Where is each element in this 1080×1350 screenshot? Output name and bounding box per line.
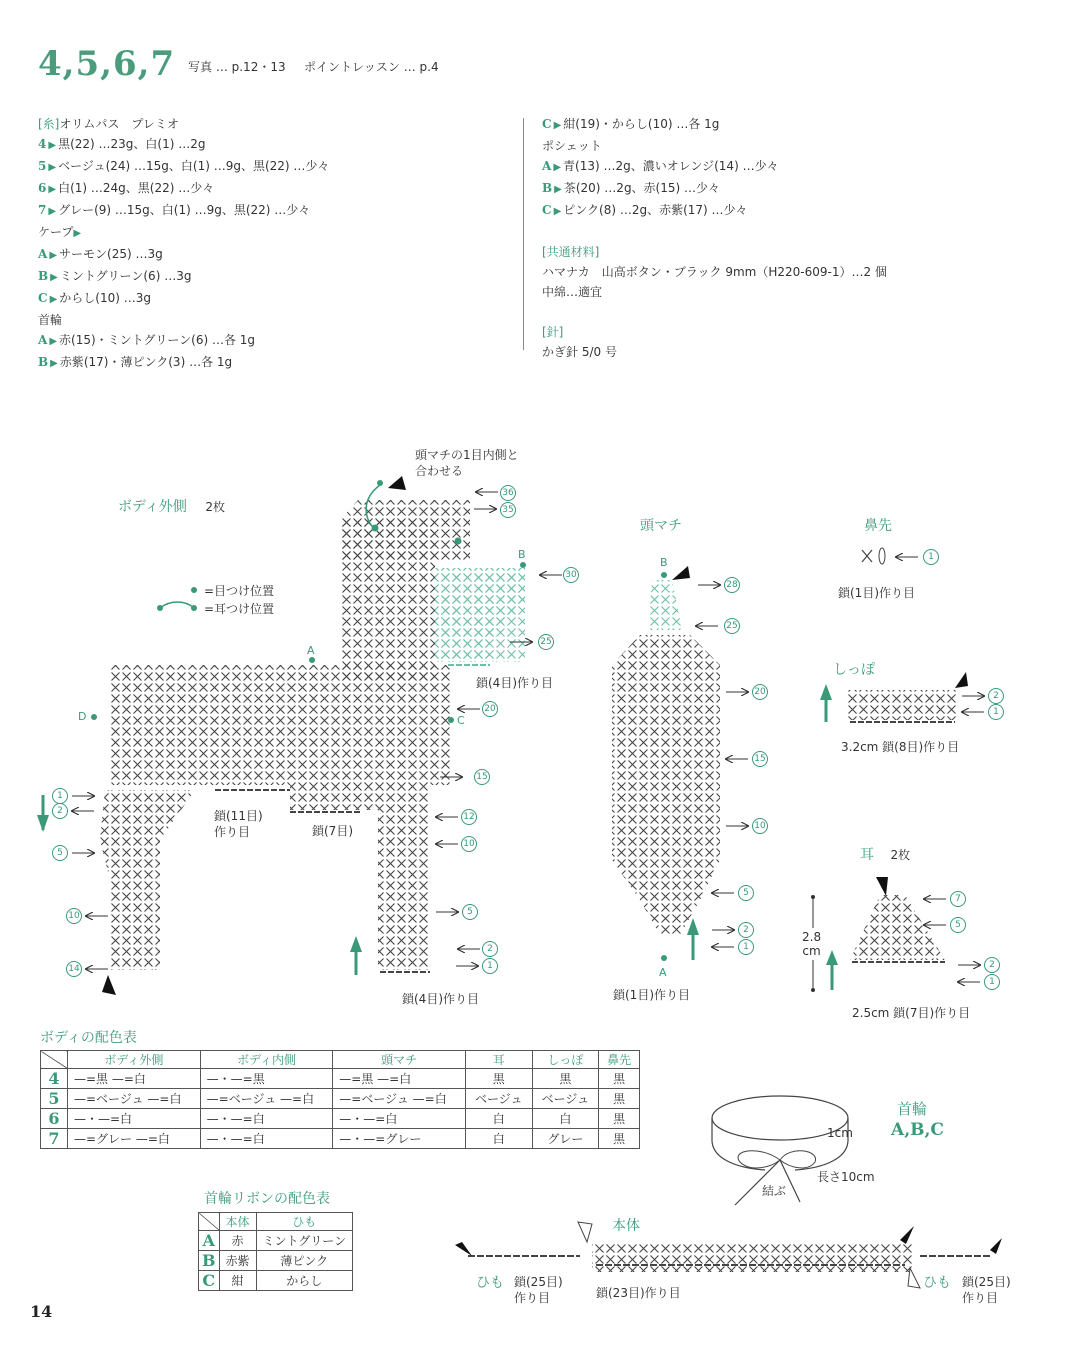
item-text: 青(13) …2g、濃いオレンジ(14) …少々 (563, 159, 779, 173)
triangle-icon: ▶ (49, 294, 58, 305)
collar-variants (891, 1120, 944, 1140)
item-text: ベージュ(24) …15g、白(1) …9g、黒(22) …少々 (58, 159, 330, 173)
row-number: 1 (482, 958, 498, 974)
row-number: 2 (482, 941, 498, 957)
table-cell: からし (256, 1271, 353, 1291)
table-header-row (41, 1051, 640, 1069)
table-cell: —=ベージュ —=白 (68, 1089, 201, 1109)
table-cell: 黒 (465, 1069, 532, 1089)
row-label-cell: B (199, 1251, 220, 1271)
body-color-table-title (40, 1027, 137, 1047)
row-number: 2 (988, 688, 1004, 704)
tail-title: しっぽ (833, 662, 875, 678)
body-outer-title-row (118, 496, 225, 516)
corner-cell (41, 1051, 68, 1069)
row-number: 14 (66, 961, 82, 977)
row-number: 28 (724, 577, 740, 593)
item-label: A (542, 159, 552, 173)
table-cell: 白 (465, 1109, 532, 1129)
item-text: 赤(15)・ミントグリーン(6) …各 1g (59, 333, 256, 347)
triangle-icon: ▶ (48, 140, 57, 151)
triangle-icon: ▶ (553, 206, 562, 217)
header-cell: ボディ内側 (200, 1051, 333, 1069)
row-number: 5 (52, 845, 68, 861)
row-number: 5 (950, 917, 966, 933)
tail-chain-label: 3.2cm 鎖(8目)作り目 (841, 740, 960, 754)
gusset-point-b: B (660, 556, 668, 569)
collar-width: 1cm (827, 1126, 853, 1140)
collar-body-text: 本体 (612, 1218, 640, 1234)
table-cell: —・—=グレー (333, 1129, 466, 1149)
row-number-cell: 4 (41, 1069, 68, 1089)
table-row (199, 1231, 353, 1251)
triangle-icon: ▶ (48, 162, 57, 173)
row-number: 20 (752, 684, 768, 700)
point-c: C (457, 714, 465, 727)
item-label: A (38, 247, 48, 261)
triangle-icon: ▶ (553, 162, 562, 173)
item-label: A (38, 333, 48, 347)
row-label-cell: A (199, 1231, 220, 1251)
chain-line: 作り目 (214, 825, 251, 839)
string-label-left (476, 1272, 504, 1292)
table-cell: 白 (532, 1109, 599, 1129)
triangle-icon: ▶ (48, 184, 57, 195)
string-label-right (923, 1272, 951, 1292)
head-gusset-title: 頭マチ (640, 518, 682, 534)
table-cell: 黒 (599, 1089, 640, 1109)
ear-chain-label: 2.5cm 鎖(7目)作り目 (852, 1006, 971, 1020)
string-text: ひも (476, 1275, 504, 1291)
note-line: 合わせる (415, 464, 464, 478)
table-cell: —・—=白 (200, 1129, 333, 1149)
header-cell: 耳 (465, 1051, 532, 1069)
pochette-heading: ポシェット (542, 139, 602, 153)
row-number: 2 (984, 957, 1000, 973)
header-cell: 鼻先 (599, 1051, 640, 1069)
tail-chart (820, 672, 984, 722)
nose-chain-label: 鎖(1目)作り目 (838, 586, 915, 600)
ribbon-color-table-title (204, 1188, 330, 1208)
table-cell: 黒 (599, 1069, 640, 1089)
row-number: 1 (984, 974, 1000, 990)
table-cell: 赤紫 (219, 1251, 256, 1271)
table-cell: 白 (465, 1129, 532, 1149)
table-cell: ミントグリーン (256, 1231, 353, 1251)
row-number-cell: 6 (41, 1109, 68, 1129)
item-label: C (542, 117, 552, 131)
table-cell: ベージュ (532, 1089, 599, 1109)
common-item: ハマナカ 山高ボタン・ブラック 9mm（H220-609-1）…2 個 (542, 265, 887, 279)
item-label: 4 (38, 137, 47, 151)
item-text: 紺(19)・からし(10) …各 1g (563, 117, 720, 131)
ear-title: 耳 (860, 847, 874, 863)
item-label: 6 (38, 181, 47, 195)
table-row (41, 1109, 640, 1129)
row-number: 10 (752, 818, 768, 834)
table-cell: —・—=白 (333, 1109, 466, 1129)
triangle-icon: ▶ (49, 250, 58, 261)
point-d: D (78, 710, 87, 723)
triangle-icon: ▶ (553, 120, 562, 131)
triangle-icon: ▶ (554, 184, 562, 195)
item-text: ミントグリーン(6) …3g (59, 269, 192, 283)
row-number: 2 (52, 803, 68, 819)
row-number: 20 (482, 701, 498, 717)
belly-chain-label: 鎖(7目) (312, 824, 353, 838)
photo-reference: 写真 … p.12・13 (188, 60, 286, 74)
leg-chain-label: 鎖(4目)作り目 (402, 992, 479, 1006)
body-outer-chart (37, 476, 562, 995)
collar-tie: 結ぶ (762, 1184, 787, 1198)
string-chain-right (962, 1274, 1011, 1306)
pattern-numbers: 4,5,6,7 (38, 44, 176, 84)
item-text: 赤紫(17)・薄ピンク(3) …各 1g (59, 355, 233, 369)
body-outer-count: 2枚 (205, 500, 225, 514)
table-cell: 紺 (219, 1271, 256, 1291)
row-number: 30 (563, 567, 579, 583)
table-cell: —=黒 —=白 (333, 1069, 466, 1089)
table-cell: —・—=白 (200, 1109, 333, 1129)
row-number: 1 (923, 549, 939, 565)
gusset-point-a: A (659, 966, 667, 979)
table-cell: —=グレー —=白 (68, 1129, 201, 1149)
item-label: 5 (38, 159, 47, 173)
table-cell: —・—=黒 (200, 1069, 333, 1089)
row-label-cell: C (199, 1271, 220, 1291)
body-color-table (40, 1050, 640, 1149)
ear-count: 2枚 (890, 848, 911, 862)
table-row (199, 1251, 353, 1271)
ear-height-unit: cm (802, 944, 821, 958)
row-number: 5 (738, 885, 754, 901)
item-text: 黒(22) …23g、白(1) …2g (58, 137, 206, 151)
row-number: 7 (950, 891, 966, 907)
chain-line: 鎖(11目) (214, 809, 263, 823)
nose-title: 鼻先 (864, 518, 892, 534)
common-item: 中綿…適宜 (542, 285, 603, 299)
body-outer-title: ボディ外側 (118, 499, 187, 515)
table-cell: —=ベージュ —=白 (333, 1089, 466, 1109)
table-cell: —=黒 —=白 (68, 1069, 201, 1089)
item-text: からし(10) …3g (59, 291, 151, 305)
table-cell: 黒 (599, 1129, 640, 1149)
item-text: ピンク(8) …2g、赤紫(17) …少々 (563, 203, 748, 217)
yarn-heading: [糸] (38, 117, 60, 131)
collar-variants-text: A,B,C (891, 1120, 944, 1140)
row-number: 2 (738, 922, 754, 938)
cape-heading-text: ケープ (38, 225, 74, 239)
triangle-icon: ▶ (50, 358, 58, 369)
ribbon-color-table (198, 1212, 353, 1291)
collar-length: 長さ10cm (817, 1170, 875, 1184)
item-text: 茶(20) …2g、赤(15) …少々 (563, 181, 721, 195)
header-cell: しっぽ (532, 1051, 599, 1069)
row-number: 5 (462, 904, 478, 920)
ear-join-note (415, 447, 519, 479)
collar-title (897, 1098, 927, 1119)
row-number: 1 (988, 704, 1004, 720)
row-number: 12 (461, 809, 477, 825)
item-label: B (38, 355, 49, 369)
point-b: B (518, 548, 526, 561)
yarn-brand: オリムパス プレミオ (59, 117, 179, 131)
table-title: 首輪リボンの配色表 (204, 1191, 330, 1207)
string-text: ひも (923, 1275, 951, 1291)
nose-chart (862, 548, 918, 564)
corner-cell (199, 1213, 220, 1231)
collar-body-chain: 鎖(23目)作り目 (596, 1286, 681, 1300)
row-number-cell: 5 (41, 1089, 68, 1109)
chain-line: 鎖(25目) (962, 1275, 1011, 1289)
note-line: 頭マチの1目内側と (415, 448, 519, 462)
header-cell: ひも (256, 1213, 353, 1231)
header-cell: 頭マチ (333, 1051, 466, 1069)
item-label: B (38, 269, 49, 283)
table-cell: 赤 (219, 1231, 256, 1251)
collar-title-text: 首輪 (897, 1100, 928, 1118)
item-label: C (542, 203, 552, 217)
table-row (41, 1089, 640, 1109)
triangle-icon: ▶ (49, 336, 58, 347)
row-number: 15 (474, 769, 490, 785)
table-cell: 薄ピンク (256, 1251, 353, 1271)
row-number: 1 (738, 939, 754, 955)
head-chain-label: 鎖(4目)作り目 (476, 676, 553, 690)
triangle-icon: ▶ (48, 206, 57, 217)
table-cell: グレー (532, 1129, 599, 1149)
row-number: 10 (66, 908, 82, 924)
table-cell: 黒 (532, 1069, 599, 1089)
point-a: A (307, 644, 315, 657)
back-chain-label (214, 808, 263, 840)
triangle-icon: ▶ (73, 228, 82, 239)
row-number: 10 (461, 836, 477, 852)
chain-line: 鎖(25目) (514, 1275, 563, 1289)
item-text: サーモン(25) …3g (59, 247, 163, 261)
legend-eye-position: =目つけ位置 (204, 584, 275, 598)
item-text: グレー(9) …15g、白(1) …9g、黒(22) …少々 (58, 203, 311, 217)
table-row (41, 1129, 640, 1149)
ear-height-value: 2.8 (802, 930, 822, 944)
triangle-icon: ▶ (50, 272, 58, 283)
table-row (199, 1271, 353, 1291)
table-title: ボディの配色表 (40, 1030, 137, 1046)
ear-height (802, 930, 821, 958)
item-label: C (38, 291, 48, 305)
item-label: 7 (38, 203, 47, 217)
header-cell: 本体 (219, 1213, 256, 1231)
table-cell: —=ベージュ —=白 (200, 1089, 333, 1109)
row-number: 25 (538, 634, 554, 650)
item-label: B (542, 181, 553, 195)
needle-size: かぎ針 5/0 号 (542, 345, 617, 359)
header-cell: ボディ外側 (68, 1051, 201, 1069)
collar-heading: 首輪 (38, 313, 63, 327)
row-number: 36 (500, 485, 516, 501)
row-number: 1 (52, 788, 68, 804)
collar-body-label (612, 1215, 640, 1235)
chain-line: 作り目 (962, 1291, 999, 1305)
chain-line: 作り目 (514, 1291, 551, 1305)
item-text: 白(1) …24g、黒(22) …少々 (58, 181, 215, 195)
table-cell: ベージュ (465, 1089, 532, 1109)
table-header-row (199, 1213, 353, 1231)
row-number: 15 (752, 751, 768, 767)
table-row (41, 1069, 640, 1089)
row-number: 35 (500, 502, 516, 518)
page-number: 14 (30, 1302, 53, 1321)
string-chain-left (514, 1274, 563, 1306)
legend-ear-position: =耳つけ位置 (204, 602, 275, 616)
gusset-chain-label: 鎖(1目)作り目 (613, 988, 690, 1002)
row-number-cell: 7 (41, 1129, 68, 1149)
needle-heading: [針] (542, 325, 564, 339)
common-heading: [共通材料] (542, 245, 600, 259)
ear-title-row (860, 844, 910, 864)
table-cell: —・—=白 (68, 1109, 201, 1129)
row-number: 25 (724, 618, 740, 634)
lesson-reference: ポイントレッスン … p.4 (304, 60, 439, 74)
table-cell: 黒 (599, 1109, 640, 1129)
